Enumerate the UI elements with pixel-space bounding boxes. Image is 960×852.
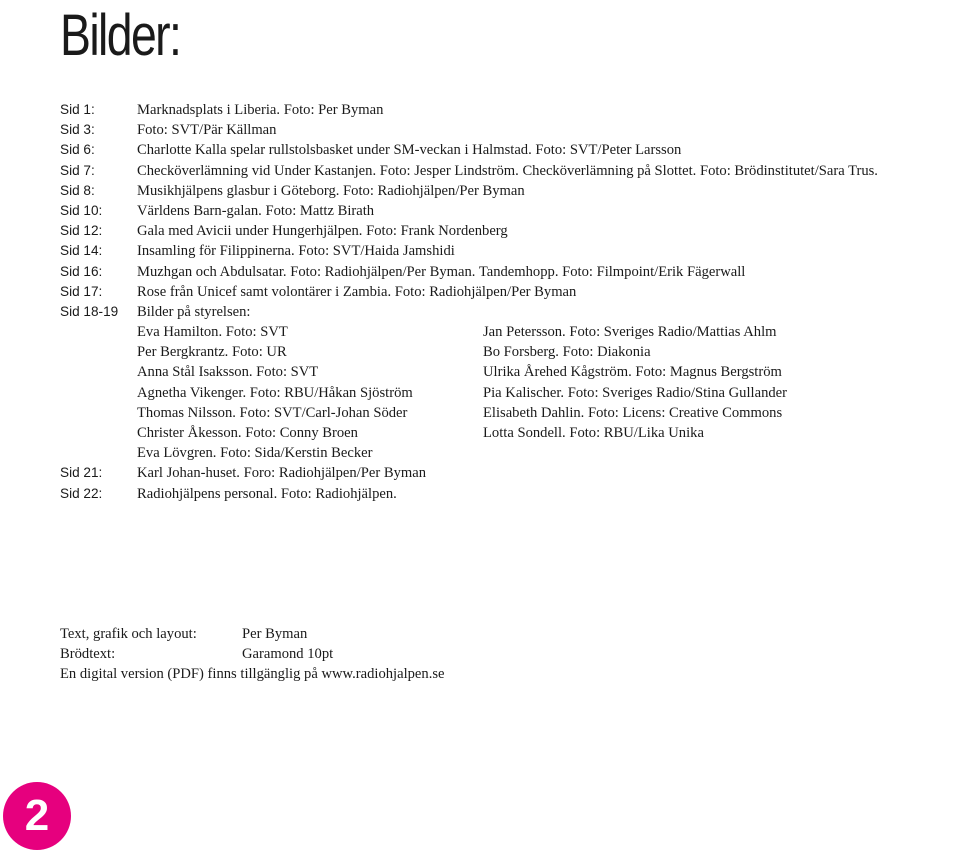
colophon bbox=[60, 624, 445, 685]
credit-text: Radiohjälpens personal. Foto: Radiohjälpen. bbox=[137, 485, 397, 502]
board-credit-left: Eva Hamilton. Foto: SVT bbox=[137, 324, 288, 341]
board-credit-left: Per Bergkrantz. Foto: UR bbox=[137, 344, 287, 361]
credit-text: Marknadsplats i Liberia. Foto: Per Byman bbox=[137, 102, 384, 118]
credit-page-label: Sid 21: bbox=[60, 465, 103, 481]
credit-text: Gala med Avicii under Hungerhjälpen. Foto: Frank Nordenberg bbox=[137, 223, 508, 240]
credit-text: Muzhgan och Abdulsatar. Foto: Radiohjälpen/Per Byman. Tandemhopp. Foto: Filmpoint/Erik Fägerwall bbox=[137, 263, 746, 280]
board-credit-left: Christer Åkesson. Foto: Conny Broen bbox=[137, 425, 358, 441]
credit-page-label: Sid 7: bbox=[60, 162, 95, 178]
credit-row bbox=[60, 120, 960, 140]
credit-text: Foto: SVT/Pär Källman bbox=[137, 122, 277, 139]
board-row bbox=[60, 423, 960, 443]
credit-row bbox=[60, 262, 960, 282]
credit-page-label: Sid 14: bbox=[60, 243, 103, 259]
board-row bbox=[60, 342, 960, 362]
colophon-digital-note: En digital version (PDF) finns tillgänglig på www.radiohjalpen.se bbox=[60, 666, 445, 683]
credit-text: Insamling för Filippinerna. Foto: SVT/Haida Jamshidi bbox=[137, 243, 455, 260]
colophon-row bbox=[60, 624, 445, 644]
colophon-key: Text, grafik och layout: bbox=[60, 626, 197, 642]
credit-page-label: Sid 16: bbox=[60, 263, 103, 279]
credit-page-label: Sid 18-19 bbox=[60, 303, 119, 319]
colophon-key: Brödtext: bbox=[60, 646, 116, 663]
page-number-badge: 2 bbox=[3, 782, 71, 850]
credit-page-label: Sid 22: bbox=[60, 485, 103, 501]
credit-page-label: Sid 1: bbox=[60, 102, 95, 117]
board-credit-right: Bo Forsberg. Foto: Diakonia bbox=[483, 344, 651, 361]
board-row bbox=[60, 383, 960, 403]
credit-row bbox=[60, 100, 960, 120]
board-credit-left: Eva Lövgren. Foto: Sida/Kerstin Becker bbox=[137, 445, 373, 462]
board-credit-left: Anna Stål Isaksson. Foto: SVT bbox=[137, 364, 319, 381]
board-credit-right: Pia Kalischer. Foto: Sveriges Radio/Stina Gullander bbox=[483, 384, 787, 401]
board-credit-right: Jan Petersson. Foto: Sveriges Radio/Mattias Ahlm bbox=[483, 324, 777, 341]
credit-row bbox=[60, 302, 960, 322]
board-row bbox=[60, 322, 960, 342]
board-row bbox=[60, 362, 960, 382]
colophon-value: Per Byman bbox=[242, 626, 308, 642]
credit-text: Bilder på styrelsen: bbox=[137, 303, 251, 320]
credit-page-label: Sid 12: bbox=[60, 223, 103, 239]
credit-text: Karl Johan-huset. Foro: Radiohjälpen/Per Byman bbox=[137, 465, 426, 482]
credit-row bbox=[60, 484, 960, 504]
credit-text: Rose från Unicef samt volontärer i Zambia. Foto: Radiohjälpen/Per Byman bbox=[137, 283, 577, 300]
board-credit-right: Ulrika Årehed Kågström. Foto: Magnus Bergström bbox=[483, 364, 782, 381]
board-credit-right: Lotta Sondell. Foto: RBU/Lika Unika bbox=[483, 425, 704, 441]
credit-page-label: Sid 3: bbox=[60, 122, 95, 138]
board-row bbox=[60, 403, 960, 423]
credit-text: Världens Barn-galan. Foto: Mattz Birath bbox=[137, 202, 375, 219]
credit-row bbox=[60, 463, 960, 483]
board-credit-left: Thomas Nilsson. Foto: SVT/Carl-Johan Söder bbox=[137, 404, 408, 421]
credit-page-label: Sid 6: bbox=[60, 142, 95, 158]
credit-row bbox=[60, 282, 960, 302]
credit-text: Charlotte Kalla spelar rullstolsbasket under SM-veckan i Halmstad. Foto: SVT/Peter Larsson bbox=[137, 142, 682, 159]
image-credits bbox=[60, 100, 960, 504]
board-credit-right: Elisabeth Dahlin. Foto: Licens: Creative Commons bbox=[483, 404, 783, 421]
colophon-row bbox=[60, 644, 445, 664]
credit-row bbox=[60, 140, 960, 160]
board-credit-left: Agnetha Vikenger. Foto: RBU/Håkan Sjöström bbox=[137, 384, 413, 401]
board-row bbox=[60, 443, 960, 463]
credit-row bbox=[60, 221, 960, 241]
page-title: Bilder: bbox=[60, 3, 181, 68]
credit-text: Checköverlämning vid Under Kastanjen. Foto: Jesper Lindström. Checköverlämning på Slottet. Foto: Brödinstitutet/Sara Trus. bbox=[137, 162, 878, 179]
credit-page-label: Sid 10: bbox=[60, 202, 103, 218]
credit-row bbox=[60, 201, 960, 221]
colophon-value: Garamond 10pt bbox=[242, 646, 334, 663]
credit-page-label: Sid 8: bbox=[60, 182, 95, 198]
credit-row bbox=[60, 241, 960, 261]
credit-text: Musikhjälpens glasbur i Göteborg. Foto: Radiohjälpen/Per Byman bbox=[137, 182, 525, 199]
credit-row bbox=[60, 161, 960, 181]
credit-page-label: Sid 17: bbox=[60, 283, 103, 299]
credit-row bbox=[60, 181, 960, 201]
